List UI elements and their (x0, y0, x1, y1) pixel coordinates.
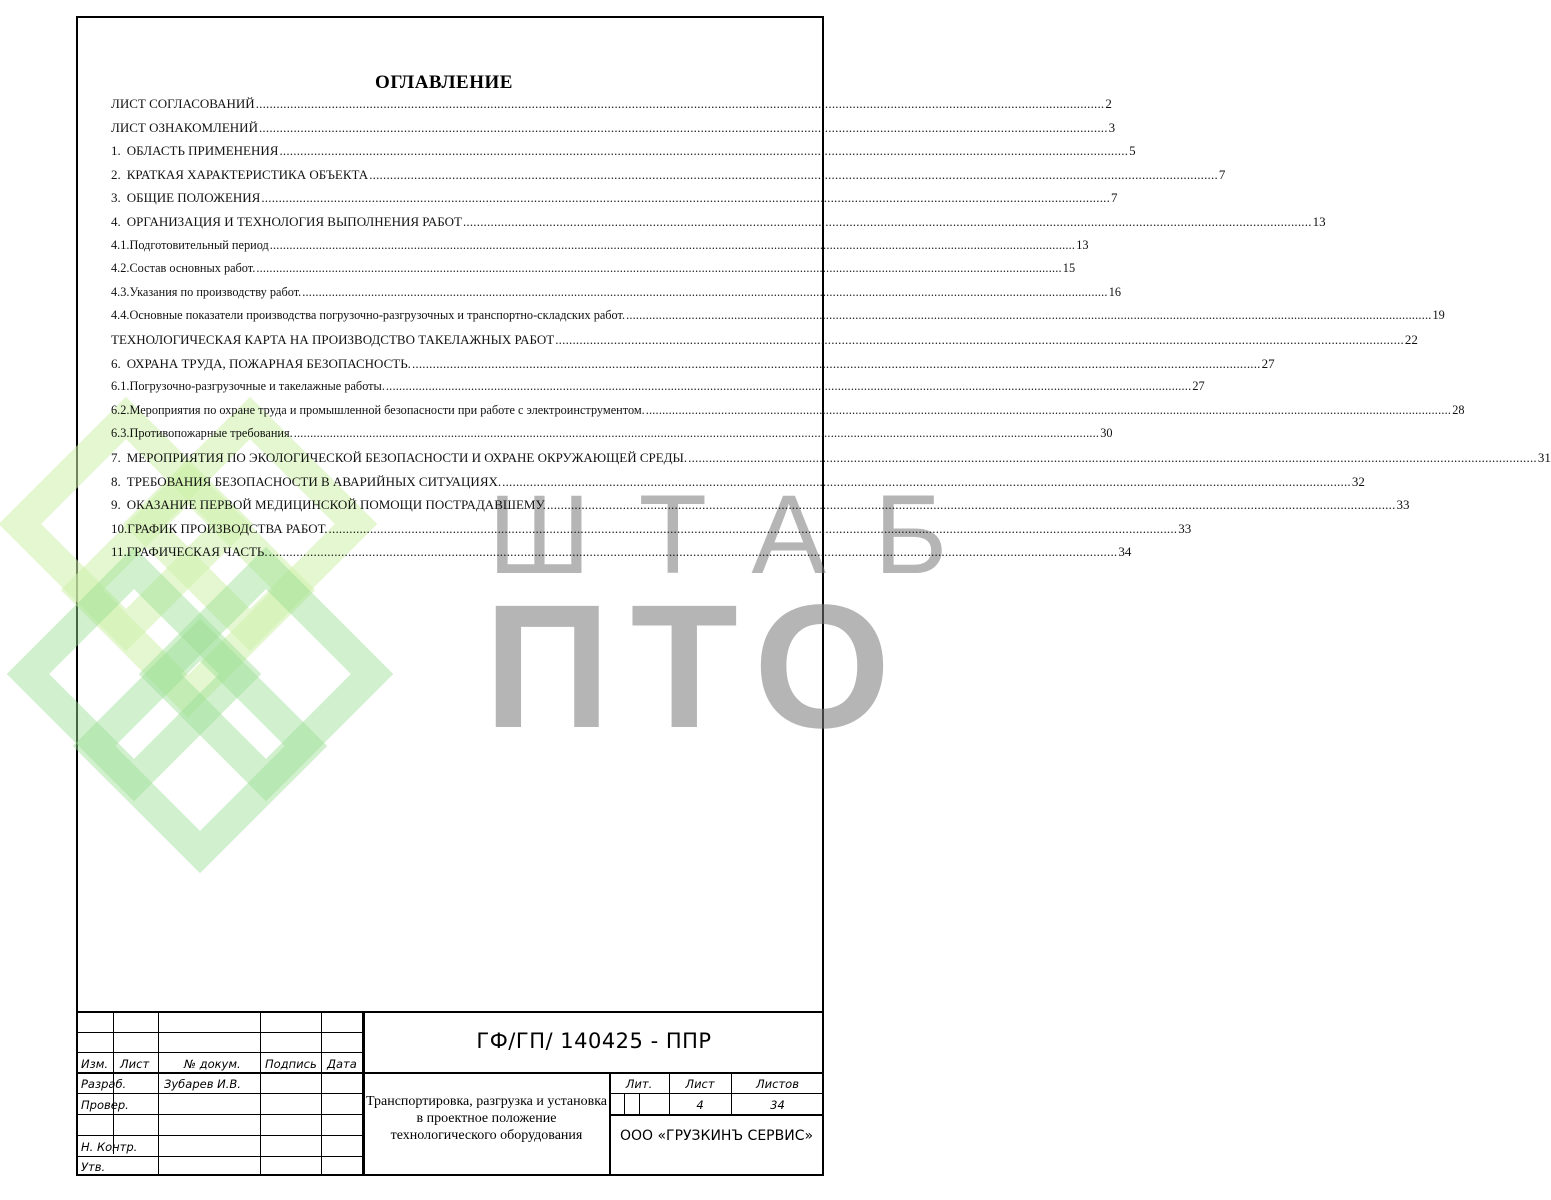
toc-entry[interactable] (111, 308, 1445, 332)
sheets-label: Листов (756, 1077, 799, 1091)
toc-entry-title: ОХРАНА ТРУДА, ПОЖАРНАЯ БЕЗОПАСНОСТЬ. (126, 355, 411, 371)
toc-entry-page: 28 (1452, 402, 1465, 417)
toc-entry[interactable] (111, 190, 1118, 214)
toc-entry-title: ЛИСТ СОГЛАСОВАНИЙ (111, 96, 255, 111)
toc-entry-number: 4.3. (111, 284, 130, 299)
watermark-text-pto: ПТО (484, 569, 911, 765)
toc-entry-title: ТРЕБОВАНИЯ БЕЗОПАСНОСТИ В АВАРИЙНЫХ СИТУАЦИЯХ. (126, 473, 502, 489)
toc-dot-leader (646, 403, 1451, 418)
toc-entry-page: 7 (1111, 190, 1118, 206)
toc-entry-page: 16 (1108, 284, 1122, 299)
toc-entry-number: 6.3. (111, 426, 130, 441)
header-sign: Подпись (265, 1057, 317, 1071)
toc-entry-page: 34 (1118, 544, 1132, 560)
developer-name: Зубарев И.В. (164, 1077, 241, 1091)
toc-entry-page: 33 (1396, 497, 1410, 513)
toc-entry-title: ОБЩИЕ ПОЛОЖЕНИЯ (126, 190, 261, 206)
toc-entry-page: 22 (1404, 331, 1418, 347)
toc-entry-number: 9. (111, 497, 121, 513)
toc-entry-page: 5 (1129, 143, 1136, 159)
header-date: Дата (327, 1057, 357, 1071)
toc-entry-title: ГРАФИЧЕСКАЯ ЧАСТЬ. (126, 544, 268, 560)
toc-entry[interactable] (111, 426, 1113, 450)
title-block-divider (321, 1011, 322, 1176)
lit-label: Лит. (625, 1077, 653, 1091)
toc-entry-number: 10. (111, 520, 128, 536)
toc-dot-leader (626, 308, 1431, 323)
toc-entry-title: МЕРОПРИЯТИЯ ПО ЭКОЛОГИЧЕСКОЙ БЕЗОПАСНОСТИ И ОХРАНЕ ОКРУЖАЮЩЕЙ СРЕДЫ. (126, 449, 688, 465)
toc-entry-number: 8. (111, 473, 121, 489)
toc-dot-leader (688, 450, 1537, 466)
toc-entry-title: Погрузочно-разгрузочные и такелажные работы. (129, 379, 385, 394)
toc-entry[interactable] (111, 213, 1326, 238)
title-block-divider (113, 1011, 114, 1072)
toc-dot-leader (502, 474, 1351, 490)
toc-entry-title: ЛИСТ ОЗНАКОМЛЕНИЙ (111, 119, 258, 135)
title-block-divider (260, 1011, 261, 1176)
toc-entry[interactable] (111, 402, 1465, 427)
toc-entry-number: 2. (111, 166, 121, 182)
toc-entry-page: 15 (1062, 261, 1076, 276)
toc-dot-leader (259, 120, 1108, 136)
document-code: ГФ/ГП/ 140425 - ППР (476, 1029, 712, 1053)
toc-entry-title: Противопожарные требования. (129, 426, 293, 441)
toc-entry-title: Основные показатели производства погрузочно-разгрузочных и транспортно-складских работ. (129, 308, 626, 323)
toc-entry-title: ОБЛАСТЬ ПРИМЕНЕНИЯ (126, 143, 279, 159)
toc-entry-title: ОРГАНИЗАЦИЯ И ТЕХНОЛОГИЯ ВЫПОЛНЕНИЯ РАБОТ (126, 213, 462, 229)
toc-entry[interactable] (111, 261, 1076, 285)
toc-entry[interactable] (111, 166, 1226, 191)
title-block-divider (609, 1114, 824, 1116)
toc-entry-number: 4. (111, 213, 121, 229)
title-block-divider (76, 1072, 824, 1074)
toc-title: ОГЛАВЛЕНИЕ (375, 72, 513, 93)
title-block-divider (158, 1011, 159, 1176)
toc-entry-title: Подготовительный период (129, 237, 269, 252)
toc-entry-number: 6. (111, 355, 121, 371)
toc-entry-page: 19 (1432, 308, 1445, 323)
toc-entry-title: ГРАФИК ПРОИЗВОДСТВА РАБОТ. (127, 520, 328, 536)
toc-entry[interactable] (111, 497, 1410, 521)
toc-dot-leader (547, 497, 1396, 513)
toc-entry-title: Мероприятия по охране труда и промышленной безопасности при работе с электроинструментом. (129, 402, 645, 417)
toc-entry-page: 13 (1312, 213, 1326, 229)
toc-entry-number: 4.1. (111, 237, 130, 252)
toc-dot-leader (269, 544, 1118, 560)
toc-entry-number: 7. (111, 449, 121, 465)
sheets-total: 34 (770, 1098, 785, 1112)
toc-entry-number: 6.2. (111, 402, 130, 417)
toc-entry-number: 11. (111, 544, 127, 560)
toc-entry-page: 27 (1192, 379, 1205, 394)
organization-name: ООО «ГРУЗКИНЪ СЕРВИС» (619, 1128, 814, 1144)
toc-dot-leader (369, 167, 1218, 183)
role-utv: Утв. (81, 1160, 106, 1174)
toc-dot-leader (256, 261, 1061, 276)
role-prover: Провер. (81, 1098, 129, 1112)
toc-dot-leader (270, 238, 1075, 253)
toc-entry[interactable] (111, 119, 1116, 144)
toc-entry-page: 30 (1100, 426, 1113, 441)
toc-entry[interactable] (111, 355, 1275, 380)
toc-entry-page: 7 (1218, 166, 1226, 182)
toc-dot-leader (329, 521, 1178, 537)
toc-entry-number: 4.4. (111, 308, 130, 323)
toc-dot-leader (463, 214, 1312, 230)
title-block-divider (639, 1093, 640, 1114)
watermark-text-shtab: ШТАБ (488, 472, 996, 597)
toc-dot-leader (555, 332, 1404, 348)
toc-entry-page: 3 (1108, 119, 1116, 135)
toc-entry[interactable] (111, 237, 1089, 262)
toc-dot-leader (412, 356, 1261, 372)
toc-entry-title: КРАТКАЯ ХАРАКТЕРИСТИКА ОБЪЕКТА (126, 166, 369, 182)
toc-dot-leader (386, 379, 1191, 394)
toc-entry-title: Указания по производству работ. (129, 284, 302, 299)
toc-dot-leader (294, 426, 1099, 441)
toc-entry[interactable] (111, 143, 1136, 167)
role-razrab: Разраб. (81, 1077, 127, 1091)
title-block-divider (609, 1093, 824, 1094)
toc-entry-page: 32 (1351, 473, 1365, 489)
toc-entry-title: ОКАЗАНИЕ ПЕРВОЙ МЕДИЦИНСКОЙ ПОМОЩИ ПОСТРАДАВШЕМУ. (126, 497, 546, 513)
toc-dot-leader (279, 143, 1128, 159)
sheet-label: Лист (685, 1077, 715, 1091)
toc-entry[interactable] (111, 96, 1112, 120)
toc-entry-page: 27 (1261, 355, 1275, 371)
toc-entry[interactable] (111, 449, 1551, 474)
sheet-number: 4 (696, 1098, 704, 1112)
toc-entry-number: 6.1. (111, 379, 130, 394)
toc-entry-page: 31 (1537, 449, 1551, 465)
header-doc: № докум. (184, 1057, 241, 1071)
title-block-divider (76, 1011, 824, 1013)
toc-entry-page: 33 (1178, 520, 1192, 536)
role-nkontr: Н. Контр. (81, 1140, 138, 1154)
toc-entry[interactable] (111, 331, 1418, 356)
toc-entry-title: ТЕХНОЛОГИЧЕСКАЯ КАРТА НА ПРОИЗВОДСТВО ТАКЕЛАЖНЫХ РАБОТ (111, 331, 555, 347)
toc-entry[interactable] (111, 520, 1192, 545)
toc-entry-number: 3. (111, 190, 121, 206)
title-block-divider (624, 1093, 625, 1114)
document-description: Транспортировка, разгрузка и установка в проектное положение технологического оборудования (365, 1094, 608, 1143)
toc-entry-page: 2 (1105, 96, 1112, 111)
toc-entry[interactable] (111, 379, 1205, 403)
toc-entry[interactable] (111, 284, 1122, 309)
toc-dot-leader (256, 96, 1105, 112)
header-izm: Изм. (81, 1057, 109, 1071)
toc-entry[interactable] (111, 473, 1365, 498)
toc-entry-number: 4.2. (111, 261, 130, 276)
title-block (76, 1011, 824, 1176)
toc-dot-leader (261, 190, 1110, 206)
toc-entry-title: Состав основных работ. (129, 261, 256, 276)
toc-entry[interactable] (111, 544, 1132, 568)
toc-dot-leader (302, 285, 1107, 300)
toc-entry-page: 13 (1076, 237, 1089, 252)
toc-entry-number: 1. (111, 143, 121, 159)
header-list: Лист (120, 1057, 150, 1071)
